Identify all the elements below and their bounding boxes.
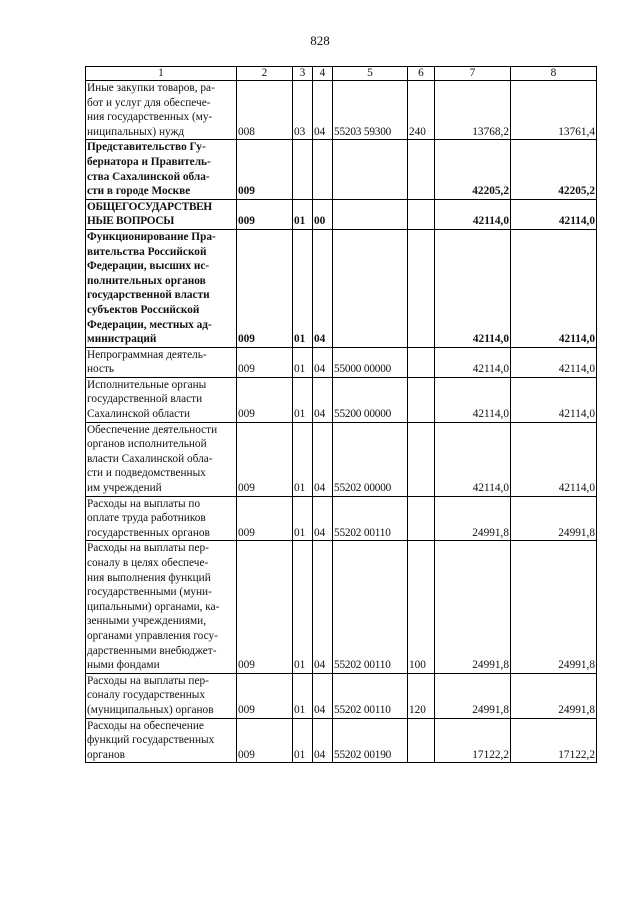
amount-col-8: 24991,8 <box>511 496 597 541</box>
item-name <box>86 541 237 673</box>
item-name <box>86 718 237 763</box>
target-article-code: 55202 00110 <box>333 673 408 718</box>
amount-col-8: 24991,8 <box>511 673 597 718</box>
item-name-line: дарственными внебюджет- <box>87 644 217 657</box>
amount-col-7: 13768,2 <box>435 81 511 140</box>
target-article-code: 55202 00110 <box>333 541 408 673</box>
item-name-line: полнительных органов <box>87 274 206 287</box>
item-name-line: бернатора и Правитель- <box>87 155 211 168</box>
subsection-code: 04 <box>313 347 333 377</box>
amount-col-8: 17122,2 <box>511 718 597 763</box>
item-name-line: субъектов Российской <box>87 303 200 316</box>
subsection-code: 00 <box>313 199 333 229</box>
table-row <box>86 377 597 422</box>
item-name-line: органами управления госу- <box>87 629 218 642</box>
admin-code: 008 <box>237 81 293 140</box>
item-name-line: бот и услуг для обеспече- <box>87 96 211 109</box>
target-article-code: 55202 00110 <box>333 496 408 541</box>
table-row <box>86 199 597 229</box>
item-name <box>86 347 237 377</box>
amount-col-7: 42114,0 <box>435 377 511 422</box>
target-article-code <box>333 140 408 199</box>
item-name-line: вительства Российской <box>87 245 207 258</box>
column-header-8: 8 <box>511 67 597 81</box>
admin-code: 009 <box>237 496 293 541</box>
expense-type-code <box>408 422 435 496</box>
section-code: 01 <box>293 496 313 541</box>
item-name-line: органов исполнительной <box>87 438 207 451</box>
column-header-6: 6 <box>408 67 435 81</box>
admin-code: 009 <box>237 541 293 673</box>
table-row <box>86 81 597 140</box>
item-name-line: Обеспечение деятельности <box>87 423 218 436</box>
item-name-line: власти Сахалинской обла- <box>87 452 213 465</box>
target-article-code: 55202 00000 <box>333 422 408 496</box>
item-name-line: ства Сахалинской обла- <box>87 170 210 183</box>
section-code: 01 <box>293 229 313 347</box>
subsection-code <box>313 140 333 199</box>
expense-type-code <box>408 718 435 763</box>
item-name-line: Представительство Гу- <box>87 141 206 154</box>
table-row <box>86 347 597 377</box>
item-name-line: ность <box>87 363 115 376</box>
amount-col-8: 42114,0 <box>511 229 597 347</box>
column-header-4: 4 <box>313 67 333 81</box>
amount-col-7: 17122,2 <box>435 718 511 763</box>
item-name-line: Расходы на обеспечение <box>87 719 204 732</box>
table-row <box>86 229 597 347</box>
subsection-code: 04 <box>313 81 333 140</box>
item-name-line: ния государственных (му- <box>87 111 213 124</box>
admin-code: 009 <box>237 199 293 229</box>
column-header-3: 3 <box>293 67 313 81</box>
item-name <box>86 81 237 140</box>
amount-col-7: 24991,8 <box>435 673 511 718</box>
admin-code: 009 <box>237 229 293 347</box>
amount-col-7: 42114,0 <box>435 347 511 377</box>
item-name-line: Непрограммная деятель- <box>87 348 207 361</box>
item-name-line: Расходы на выплаты пер- <box>87 674 209 687</box>
item-name <box>86 140 237 199</box>
item-name-line: государственной власти <box>87 393 203 406</box>
table-row <box>86 496 597 541</box>
expense-type-code <box>408 377 435 422</box>
column-header-2: 2 <box>237 67 293 81</box>
item-name-line: Расходы на выплаты по <box>87 497 201 510</box>
item-name-line: ния выполнения функций <box>87 571 211 584</box>
item-name-line: функций государственных <box>87 734 215 747</box>
item-name-line: государственными (муни- <box>87 586 212 599</box>
column-header-1: 1 <box>86 67 237 81</box>
amount-col-8: 13761,4 <box>511 81 597 140</box>
subsection-code: 04 <box>313 673 333 718</box>
item-name-line: НЫЕ ВОПРОСЫ <box>87 215 175 228</box>
admin-code: 009 <box>237 140 293 199</box>
amount-col-7: 42114,0 <box>435 229 511 347</box>
expense-type-code <box>408 496 435 541</box>
expense-type-code: 240 <box>408 81 435 140</box>
page-number: 828 <box>310 33 330 48</box>
subsection-code: 04 <box>313 422 333 496</box>
header-row <box>86 67 597 81</box>
target-article-code: 55203 59300 <box>333 81 408 140</box>
section-code: 01 <box>293 718 313 763</box>
expense-type-code <box>408 347 435 377</box>
amount-col-8: 42114,0 <box>511 347 597 377</box>
target-article-code <box>333 229 408 347</box>
amount-col-7: 24991,8 <box>435 541 511 673</box>
amount-col-7: 42114,0 <box>435 199 511 229</box>
column-header-7: 7 <box>435 67 511 81</box>
admin-code: 009 <box>237 347 293 377</box>
item-name <box>86 496 237 541</box>
admin-code: 009 <box>237 718 293 763</box>
admin-code: 009 <box>237 673 293 718</box>
item-name-line: Расходы на выплаты пер- <box>87 542 209 555</box>
item-name <box>86 229 237 347</box>
item-name-line: министраций <box>87 333 157 346</box>
expense-type-code <box>408 140 435 199</box>
item-name-line: ОБЩЕГОСУДАРСТВЕН <box>87 200 212 213</box>
item-name-line: Иные закупки товаров, ра- <box>87 82 215 94</box>
section-code: 01 <box>293 199 313 229</box>
item-name-line: ными фондами <box>87 659 160 672</box>
section-code: 01 <box>293 541 313 673</box>
table-row <box>86 140 597 199</box>
amount-col-8: 42114,0 <box>511 422 597 496</box>
admin-code: 009 <box>237 377 293 422</box>
item-name-line: Федерации, высших ис- <box>87 260 210 273</box>
item-name-line: оплате труда работников <box>87 512 206 525</box>
item-name-line: соналу государственных <box>87 689 205 702</box>
item-name-line: сти и подведомственных <box>87 467 206 480</box>
section-code: 01 <box>293 422 313 496</box>
amount-col-8: 24991,8 <box>511 541 597 673</box>
amount-col-8: 42114,0 <box>511 199 597 229</box>
item-name-line: государственных органов <box>87 526 210 539</box>
item-name <box>86 673 237 718</box>
item-name-line: Исполнительные органы <box>87 378 207 391</box>
expense-type-code <box>408 199 435 229</box>
item-name-line: им учреждений <box>87 482 162 495</box>
target-article-code: 55202 00190 <box>333 718 408 763</box>
section-code: 01 <box>293 377 313 422</box>
item-name <box>86 377 237 422</box>
table-row <box>86 673 597 718</box>
subsection-code: 04 <box>313 377 333 422</box>
budget-table <box>85 66 597 763</box>
item-name-line: органов <box>87 748 125 761</box>
subsection-code: 04 <box>313 496 333 541</box>
amount-col-7: 42205,2 <box>435 140 511 199</box>
expense-type-code <box>408 229 435 347</box>
expense-type-code: 120 <box>408 673 435 718</box>
item-name-line: зенными учреждениями, <box>87 615 207 628</box>
amount-col-7: 42114,0 <box>435 422 511 496</box>
amount-col-8: 42114,0 <box>511 377 597 422</box>
item-name-line: Функционирование Пра- <box>87 230 216 243</box>
item-name-line: соналу в целях обеспече- <box>87 557 209 569</box>
item-name-line: государственной власти <box>87 289 210 302</box>
subsection-code: 04 <box>313 718 333 763</box>
section-code: 01 <box>293 673 313 718</box>
subsection-code: 04 <box>313 541 333 673</box>
table-row <box>86 422 597 496</box>
item-name-line: ципальными) органами, ка- <box>87 600 220 613</box>
section-code <box>293 140 313 199</box>
target-article-code: 55200 00000 <box>333 377 408 422</box>
item-name <box>86 422 237 496</box>
item-name-line: (муниципальных) органов <box>87 703 214 716</box>
section-code: 01 <box>293 347 313 377</box>
column-header-5: 5 <box>333 67 408 81</box>
expense-type-code: 100 <box>408 541 435 673</box>
table-body <box>86 81 597 763</box>
item-name-line: сти в городе Москве <box>87 185 191 198</box>
admin-code: 009 <box>237 422 293 496</box>
amount-col-7: 24991,8 <box>435 496 511 541</box>
target-article-code <box>333 199 408 229</box>
subsection-code: 04 <box>313 229 333 347</box>
table-row <box>86 718 597 763</box>
item-name-line: Федерации, местных ад- <box>87 318 212 331</box>
target-article-code: 55000 00000 <box>333 347 408 377</box>
amount-col-8: 42205,2 <box>511 140 597 199</box>
table-row <box>86 541 597 673</box>
item-name-line: Сахалинской области <box>87 408 191 421</box>
item-name <box>86 199 237 229</box>
item-name-line: ниципальных) нужд <box>87 125 185 138</box>
section-code: 03 <box>293 81 313 140</box>
